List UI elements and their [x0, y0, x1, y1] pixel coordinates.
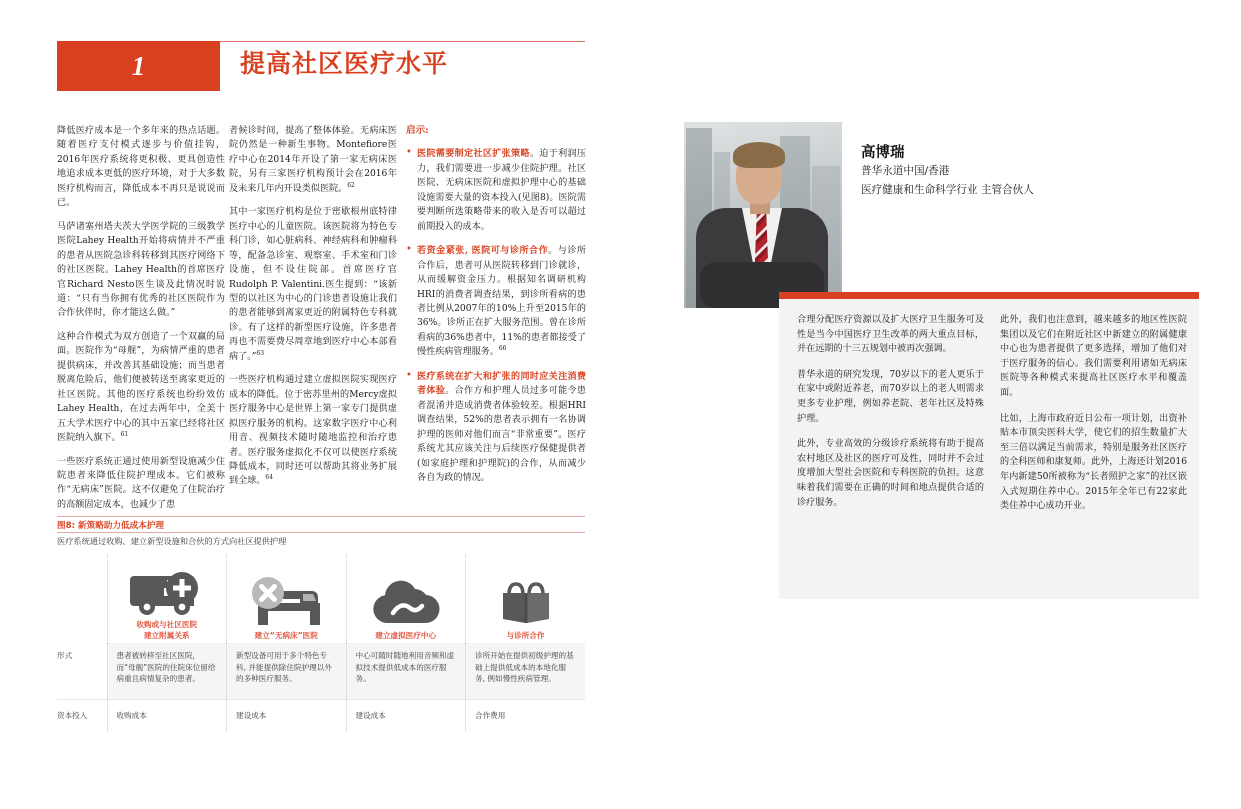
insight-bullet: [406, 370, 586, 486]
paragraph: [229, 124, 397, 196]
figure-column-4: [466, 554, 586, 643]
footnote-marker: 62: [347, 181, 355, 189]
paragraph: 降低医疗成本是一个多年来的热点话题。随着医疗支付模式逐步与价值挂钩，2016年医疗系统将更积极、更具创造性地追求成本更低的医疗环境，对于大多数医疗机构而言，降低成本不再只是说说而已。: [57, 126, 225, 209]
figure-subtitle: 医疗系统通过收购、建立新型设施和合伙的方式向社区提供护理: [57, 536, 287, 546]
caption-line: 建立附属关系: [143, 630, 190, 640]
figure-column-1: [107, 554, 227, 643]
figure-caption-4: [466, 627, 585, 644]
footnote-marker: 64: [265, 474, 274, 482]
paragraph: 此外，专业高效的分级诊疗系统将有助于提高农村地区及社区的医疗可及性，同时并不会过度增加大型社会医院和专科医院的负担。这意味着我们需要在正确的时间和地点提供合适的诊疗服务。: [797, 439, 984, 508]
row-label-form: 形式: [57, 643, 107, 699]
empty-cell: [57, 554, 107, 643]
paragraph: 比如，上海市政府近日公布一项计划，出资补贴本市顶尖医科大学，使它们的招生数量扩大至三倍以满足当前需求，特别是服务社区医疗的全科医师和康复师。此外，上海还计划2016年内新建50所被称为“长者照护之家”的社区嵌入式短期住养中心。2015年全年已有22家此类住养中心成功开业。: [1000, 413, 1187, 512]
insight-text: 。迫于利润压力，我们需要进一步减少住院护理。社区医院、无病床医院和虚拟护理中心的基础设施需要大量的资本投入(见图8)。医院需要判断所选策略带来的收入是否可以超过前期投入的成本。: [417, 149, 586, 232]
caption-line: 建立“无病床”医院: [254, 630, 318, 640]
figure-column-3: [346, 554, 466, 643]
body-column-2: [229, 124, 397, 498]
cell-capital-2: 建设成本: [227, 699, 347, 731]
cell-capital-3: 建设成本: [346, 699, 466, 731]
figure-panel: [57, 516, 585, 751]
insight-lead: 医疗系统在扩大和扩张的同时应关注消费者体验: [417, 370, 586, 397]
paragraph: 普华永道的研究发现，70岁以下的老人更乐于在家中或附近养老，而70岁以上的老人则需求更多专业护理，例如养老院、老年社区及特殊护理。: [797, 369, 984, 424]
photo-hair: [733, 142, 785, 168]
paragraph-text: 其中一家医疗机构是位于密歇根州底特律医疗中心的儿童医院。该医院将为特色专科门诊，如心脏病科、神经病科和肿瘤科等，配备急诊室、观察室、手术室和门诊设施，但不设住院部。首席医疗官Rudolph P. Valentini.医生提到：“该新型的以社区为中心的门诊患者设施让我们的患者能够到离家更近的附属特色专科就诊。有了这样的新型医疗设施，许多患者再也不需要费尽周章地到医疗中心本部看病了。”: [229, 207, 397, 362]
quote-panel-accent-bar: [779, 292, 1199, 299]
insight-lead: 医院需要制定社区扩张策略: [417, 148, 530, 160]
body-column-1: [57, 124, 225, 521]
caption-line: 收购或与社区医院: [136, 620, 198, 629]
paragraph: [229, 373, 397, 489]
insight-text: 。与诊所合作后，患者可从医院转移到门诊就诊，从而缓解资金压力。根据知名调研机构HRI的消费者调查结果，到诊所看病的患者比例从2007年的10%上升至2015年的36%。诊所正在扩大服务范围。曾在诊所看病的36%患者中，11%的患者都接受了慢性疾病管理服务。: [417, 246, 586, 358]
cell-form-3: 中心可随时随地利用音频和虚拟技术提供低成本的医疗服务。: [346, 643, 466, 699]
profile-name: 高博瑞: [861, 144, 905, 161]
paragraph: 合理分配医疗资源以及扩大医疗卫生服务可及性是当今中国医疗卫生改革的两大重点目标，并在远期的十三五规划中被再次强调。: [797, 315, 984, 355]
paragraph: 此外，我们也注意到，越来越多的地区性医院集团以及它们在附近社区中新建立的附属健康中心也为患者提供了更多选择，增加了他们对于医疗服务的信心。我们需要利用诸如无病床医院等各种模式来提高社区医疗水平和覆盖面。: [1000, 315, 1187, 398]
insight-bullet: [406, 244, 586, 360]
figure-column-2: [227, 554, 347, 643]
insight-text: 。合作方和护理人员过多可能令患者混淆并造成消费者体验较差。根据HRI调查结果，52%的患者表示拥有一名协调护理的医师对他们而言“非常重要”。医疗系统尤其应该关注与后续医疗保健提供者(如家庭护理和护理院)的合作，从而减少各自为政的情况。: [417, 386, 586, 483]
insight-bullet: [406, 147, 586, 234]
paragraph: [57, 330, 225, 446]
table-row-form: [57, 643, 585, 699]
footnote-marker: 61: [120, 431, 129, 439]
figure-rule-mid: [57, 532, 585, 533]
profile-org: 普华永道中国/香港: [861, 165, 950, 177]
paragraph: [229, 205, 397, 364]
cell-form-4: 诊所开始在提供初级护理的基础上提供低成本的本地化服务, 例如慢性疾病管理。: [466, 643, 586, 699]
ambulance-icon: [108, 554, 227, 616]
paragraph-text: 这种合作模式为双方创造了一个双赢的局面。医院作为“母舰”，为病情严重的患者提供病床，并改善其基础设施；而当患者脱离危险后，他们便被转送至离家更近的社区医院。其他的医疗系统也纷纷效仿Lahey Health，在过去两年中，全美十五大学术医疗中心的其中五家已经将社区医院纳入旗下。: [57, 331, 225, 444]
insight-lead: 若资金紧张, 医院可与诊所合作: [417, 245, 549, 257]
cell-form-1: 患者被转移至社区医院，而“母舰”医院的住院床位留给病重且病情复杂的患者。: [107, 643, 227, 699]
cell-capital-1: 收购成本: [107, 699, 227, 731]
paragraph-text: 一些医疗机构通过建立虚拟医院实现医疗成本的降低。位于密苏里州的Mercy虚拟医疗服务中心是世界上第一家专门提供虚拟医疗服务的机构。这家数字医疗中心利用音、视频技术随时随地监控和治疗患者。医疗服务虚拟化不仅可以使医疗系统降低成本，同时还可以帮助其将业务扩展到全球。: [229, 375, 397, 487]
cloud-icon: [347, 565, 466, 627]
figure-table: [57, 554, 585, 731]
shopping-bags-icon: [466, 565, 585, 627]
footnote-marker: 66: [498, 345, 507, 353]
page-title: 提高社区医疗水平: [240, 49, 449, 78]
body-column-3-insights: [406, 124, 586, 495]
paragraph-text: 者候诊时间，提高了整体体验。无病床医院仍然是一种新生事物。Montefiore医疗中心在2014年开设了第一家无病床医院，另有三家医疗机构预计会在2016年及未来几年内开设类似医院。: [229, 126, 397, 194]
profile-role: 医疗健康和生命科学行业 主管合伙人: [861, 184, 1034, 196]
figure-caption-2: [227, 627, 346, 644]
paragraph: 一些医疗系统正通过使用新型设施减少住院患者来降低住院护理成本。它们被称作“无病床”医院。这不仅避免了住院治疗的高额固定成本，也减少了患: [57, 456, 225, 510]
figure-caption-3: [347, 627, 466, 644]
table-row-icons: [57, 554, 585, 643]
table-row-capital: [57, 699, 585, 731]
cell-capital-4: 合作费用: [466, 699, 586, 731]
profile-photo: [684, 122, 842, 308]
insights-heading: 启示:: [406, 125, 429, 136]
quote-column-1: [797, 313, 984, 521]
no-bed-icon: [227, 565, 346, 627]
quote-column-2: [1000, 313, 1187, 525]
figure-label: 图8: 新策略助力低成本护理: [57, 521, 164, 531]
footnote-marker: 63: [256, 349, 265, 357]
section-number-badge: 1: [57, 41, 220, 91]
paragraph: 马萨诸塞州塔夫茨大学医学院的三级教学医院Lahey Health开始将病情并不严重的患者从医院急诊科转移到其医疗网络下的社区医院。Lahey Health的首席医疗官Richard Nesto医生谈及此情况时说道：“只有当你拥有优秀的社区医院作为合作伙伴时，你才能这么做。”: [57, 221, 225, 319]
caption-line: 与诊所合作: [506, 630, 545, 640]
row-label-capital: 资本投入: [57, 699, 107, 731]
cell-form-2: 新型设备可用于多个特色专科, 并能提供除住院护理以外的多种医疗服务。: [227, 643, 347, 699]
figure-rule-top: [57, 516, 585, 517]
figure-caption-1: [108, 616, 227, 643]
caption-line: 建立虚拟医疗中心: [375, 630, 437, 640]
